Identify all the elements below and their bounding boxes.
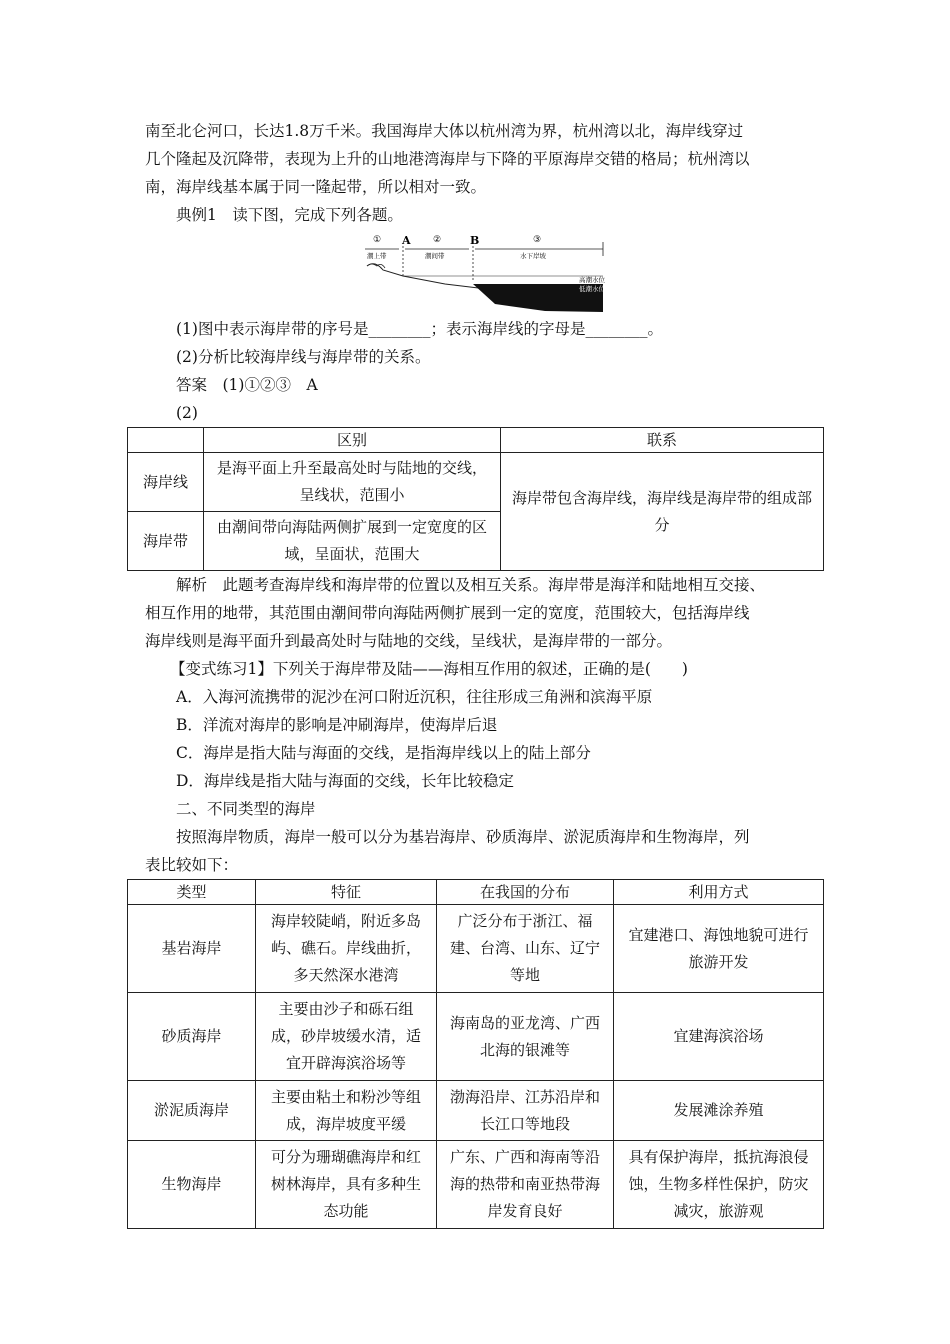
- para1-line2: 几个隆起及沉降带，表现为上升的山地港湾海岸与下降的平原海岸交错的格局；杭州湾以: [145, 150, 750, 168]
- table1-header-blank: [128, 428, 204, 453]
- table2-feature: 主要由沙子和砾石组成，砂岸坡缓水清，适宜开辟海滨浴场等: [256, 993, 437, 1081]
- question-2: (2)分析比较海岸线与海岸带的关系。: [176, 348, 431, 366]
- table1-relation: 海岸带包含海岸线，海岸线是海岸带的组成部分: [501, 453, 824, 571]
- table2-type: 生物海岸: [128, 1141, 256, 1229]
- option-d: D．海岸线是指大陆与海面的交线，长年比较稳定: [176, 772, 514, 790]
- answer-1: 答案 (1)①②③ A: [176, 376, 318, 394]
- option-b: B．洋流对海岸的影响是冲刷海岸，使海岸后退: [176, 716, 498, 734]
- table2-dist: 渤海沿岸、江苏沿岸和长江口等地段: [437, 1081, 614, 1141]
- fig-zone-subtidal: 水下岸坡: [520, 252, 546, 260]
- table2-header-feature: 特征: [256, 880, 437, 905]
- table2-type: 淤泥质海岸: [128, 1081, 256, 1141]
- table1-row-name: 海岸带: [128, 512, 204, 571]
- table2-dist: 广泛分布于浙江、福建、台湾、山东、辽宁等地: [437, 905, 614, 993]
- table1-header-relation: 联系: [501, 428, 824, 453]
- question-1: (1)图中表示海岸带的序号是________；表示海岸线的字母是________。: [176, 320, 663, 338]
- section-2-heading: 二、不同类型的海岸: [176, 800, 316, 818]
- table2-feature: 海岸较陡峭，附近多岛屿、礁石。岸线曲折，多天然深水港湾: [256, 905, 437, 993]
- coast-profile-figure: [365, 232, 615, 312]
- analysis-line3: 海岸线则是海平面升到最高处时与陆地的交线，呈线状，是海岸带的一部分。: [145, 632, 673, 650]
- table2-header-type: 类型: [128, 880, 256, 905]
- fig-zone-intertidal: 潮间带: [425, 252, 445, 260]
- para2-line1: 按照海岸物质，海岸一般可以分为基岩海岸、砂质海岸、淤泥质海岸和生物海岸，列: [176, 828, 750, 846]
- table2-use: 具有保护海岸，抵抗海浪侵蚀，生物多样性保护，防灾减灾，旅游观: [614, 1141, 824, 1229]
- table2-dist: 广东、广西和海南等沿海的热带和南亚热带海岸发育良好: [437, 1141, 614, 1229]
- table2-header-use: 利用方式: [614, 880, 824, 905]
- table1-row-diff: 由潮间带向海陆两侧扩展到一定宽度的区域，呈面状，范围大: [204, 512, 501, 571]
- para1-line1: 南至北仑河口，长达1.8万千米。我国海岸大体以杭州湾为界，杭州湾以北，海岸线穿过: [145, 122, 744, 140]
- table1-row-diff: 是海平面上升至最高处时与陆地的交线，呈线状，范围小: [204, 453, 501, 512]
- analysis-line1: 解析 此题考查海岸线和海岸带的位置以及相互关系。海岸带是海洋和陆地相互交接、: [176, 576, 766, 594]
- analysis-line2: 相互作用的地带，其范围由潮间带向海陆两侧扩展到一定的宽度，范围较大，包括海岸线: [145, 604, 750, 622]
- table2-use: 发展滩涂养殖: [614, 1081, 824, 1141]
- table1-row-name: 海岸线: [128, 453, 204, 512]
- table2-use: 宜建港口、海蚀地貌可进行旅游开发: [614, 905, 824, 993]
- para2-line2: 表比较如下：: [145, 856, 239, 874]
- fig-label-B: B: [470, 234, 480, 247]
- coastline-comparison-table: [127, 427, 824, 571]
- table2-dist: 海南岛的亚龙湾、广西北海的银滩等: [437, 993, 614, 1081]
- fig-label-3: ③: [533, 235, 542, 245]
- example1-heading: 典例1 读下图，完成下列各题。: [176, 206, 403, 224]
- fig-zone-supratidal: 潮上带: [367, 252, 387, 260]
- answer-2: (2): [176, 404, 198, 422]
- fig-label-1: ①: [373, 235, 382, 245]
- coast-types-table: [127, 879, 824, 1229]
- para1-line3: 南，海岸线基本属于同一隆起带，所以相对一致。: [145, 178, 487, 196]
- fig-low-tide-label: 低潮水位: [579, 285, 605, 293]
- table2-type: 基岩海岸: [128, 905, 256, 993]
- fig-label-A: A: [402, 234, 411, 247]
- exercise-1-question: 【变式练习1】下列关于海岸带及陆——海相互作用的叙述，正确的是( ): [170, 660, 688, 678]
- table2-feature: 可分为珊瑚礁海岸和红树林海岸，具有多种生态功能: [256, 1141, 437, 1229]
- option-a: A．入海河流携带的泥沙在河口附近沉积，往往形成三角洲和滨海平原: [176, 688, 653, 706]
- table2-type: 砂质海岸: [128, 993, 256, 1081]
- table2-feature: 主要由粘土和粉沙等组成，海岸坡度平缓: [256, 1081, 437, 1141]
- table2-header-dist: 在我国的分布: [437, 880, 614, 905]
- table2-use: 宜建海滨浴场: [614, 993, 824, 1081]
- fig-label-2: ②: [433, 235, 442, 245]
- table1-header-diff: 区别: [204, 428, 501, 453]
- fig-high-tide-label: 高潮水位: [579, 276, 605, 284]
- option-c: C．海岸是指大陆与海面的交线，是指海岸线以上的陆上部分: [176, 744, 591, 762]
